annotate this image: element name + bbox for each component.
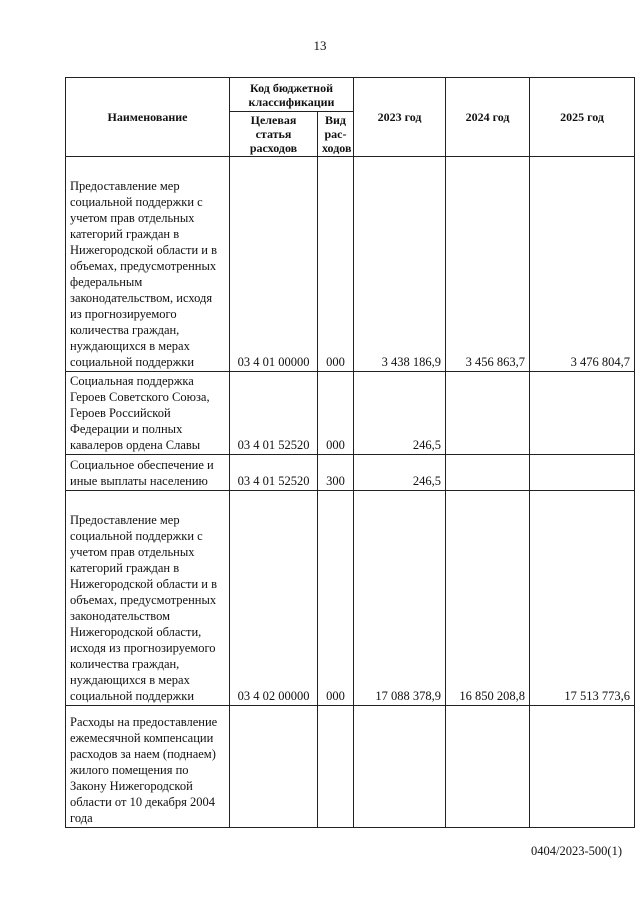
row-article: 03 4 01 00000	[230, 157, 318, 372]
row-name: Социальное обеспечение и иные выплаты населению	[66, 455, 230, 491]
header-expense-type: Вид рас-ходов	[318, 112, 354, 157]
row-2024: 16 850 208,8	[446, 491, 530, 706]
table-row	[66, 706, 635, 828]
row-2024	[446, 372, 530, 455]
page-number: 13	[313, 38, 327, 53]
table-row	[66, 491, 635, 706]
header-budget-code: Код бюджетной классификации	[230, 78, 354, 112]
row-2025: 3 476 804,7	[530, 157, 635, 372]
row-name: Расходы на предоставление ежемесячной компенсации расходов за наем (поднаем) жилого помещения по Закону Нижегородской области от 10 декабря 2004 года	[66, 706, 230, 828]
row-2023: 246,5	[354, 455, 446, 491]
row-type: 300	[318, 455, 354, 491]
row-2023: 17 088 378,9	[354, 491, 446, 706]
row-2025: 17 513 773,6	[530, 491, 635, 706]
table-row	[66, 157, 635, 372]
table-row	[66, 372, 635, 455]
header-2024: 2024 год	[446, 78, 530, 157]
row-name: Предоставление мер социальной поддержки с учетом прав отдельных категорий граждан в Нижегородской области и в объемах, предусмотренных законодательством Нижегородской области, исходя из прогнозируемого количества граждан, нуждающихся в мерах социальной поддержки	[66, 491, 230, 706]
budget-table	[65, 77, 635, 828]
row-2024	[446, 455, 530, 491]
table-row	[66, 455, 635, 491]
header-2025: 2025 год	[530, 78, 635, 157]
row-2023	[354, 706, 446, 828]
row-2025	[530, 455, 635, 491]
row-article	[230, 706, 318, 828]
row-name: Предоставление мер социальной поддержки с учетом прав отдельных категорий граждан в Нижегородской области и в объемах, предусмотренных федеральным законодательством, исходя из прогнозируемого количества граждан, нуждающихся в мерах социальной поддержки	[66, 157, 230, 372]
row-article: 03 4 01 52520	[230, 455, 318, 491]
document-code: 0404/2023-500(1)	[531, 844, 622, 858]
row-type	[318, 706, 354, 828]
row-type: 000	[318, 157, 354, 372]
row-article: 03 4 01 52520	[230, 372, 318, 455]
row-2023: 246,5	[354, 372, 446, 455]
header-name: Наименование	[66, 78, 230, 157]
row-2024: 3 456 863,7	[446, 157, 530, 372]
row-type: 000	[318, 491, 354, 706]
header-2023: 2023 год	[354, 78, 446, 157]
row-2025	[530, 706, 635, 828]
row-article: 03 4 02 00000	[230, 491, 318, 706]
row-2024	[446, 706, 530, 828]
header-target-article: Целевая статья расходов	[230, 112, 318, 157]
row-name: Социальная поддержка Героев Советского Союза, Героев Российской Федерации и полных кавалеров ордена Славы	[66, 372, 230, 455]
row-2023: 3 438 186,9	[354, 157, 446, 372]
row-2025	[530, 372, 635, 455]
row-type: 000	[318, 372, 354, 455]
